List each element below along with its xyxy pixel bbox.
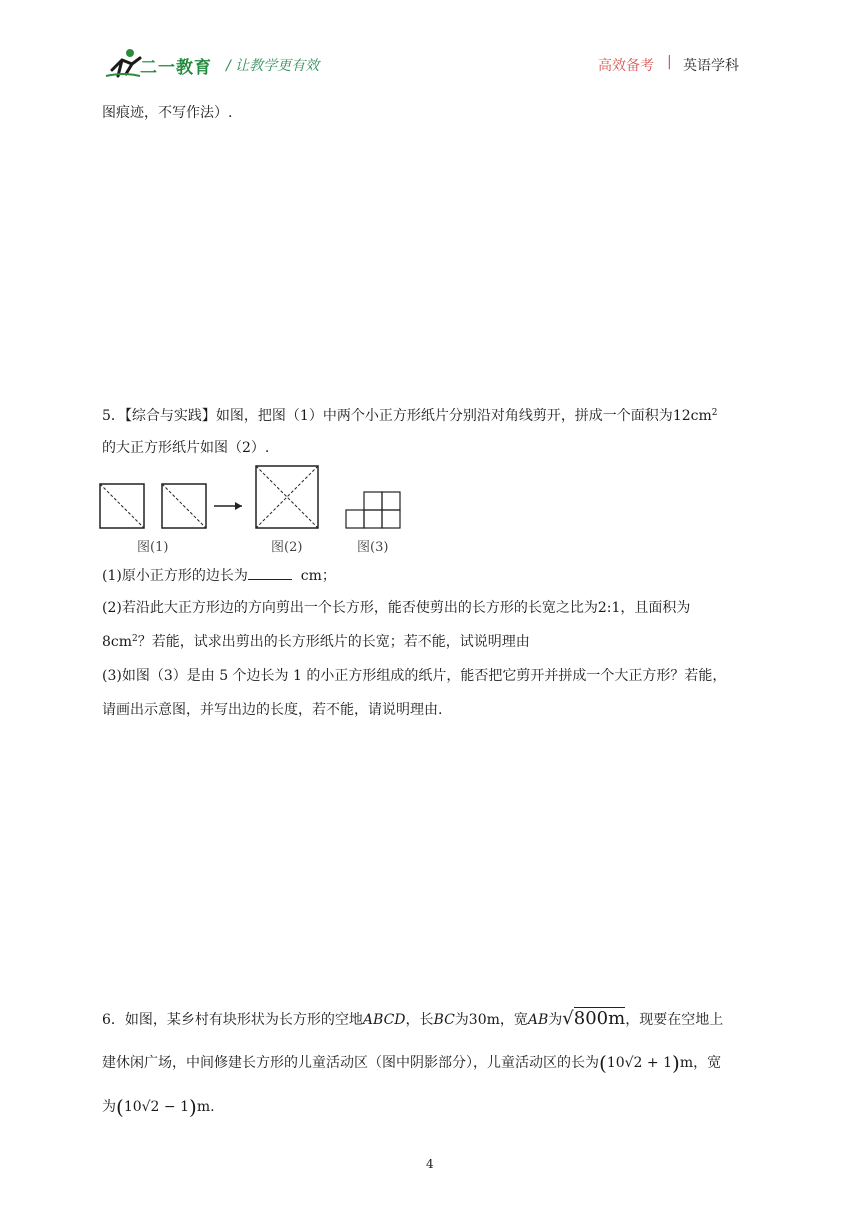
q5-sub3-line-1: (3)如图（3）是由 5 个边长为 1 的小正方形组成的纸片，能否把它剪开并拼成一个大正方形？若能， xyxy=(102,668,727,684)
length-expression: 10√2 + 1 xyxy=(606,1055,672,1071)
q5-line-2: 的大正方形纸片如图（2）. xyxy=(102,440,270,456)
sqrt-expression: √800m xyxy=(562,1008,626,1029)
fig3-caption: 图(3) xyxy=(357,540,389,555)
q5-figures xyxy=(98,464,408,532)
q6-line-1: 6．如图，某乡村有块形状为长方形的空地ABCD，长BC为30m，宽AB为√800m，现要在空地上 xyxy=(102,1008,724,1029)
header-separator: | xyxy=(667,54,672,70)
q6-line-3: 为(10√2 − 1)m. xyxy=(102,1095,215,1119)
q5-line-1: 5．【综合与实践】如图，把图（1）中两个小正方形纸片分别沿对角线剪开，拼成一个面积为$12cm^2$ xyxy=(102,408,718,424)
q5-sub2-line-1: (2)若沿此大正方形边的方向剪出一个长方形，能否使剪出的长方形的长宽之比为2:1，且面积为 xyxy=(102,600,691,616)
fig2-big-square xyxy=(256,466,318,528)
previous-question-tail: 图痕迹，不写作法）. xyxy=(102,105,233,121)
q5-sub1: (1)原小正方形的边长为 cm； xyxy=(102,565,336,586)
width-expression: 10√2 − 1 xyxy=(123,1099,189,1115)
fig3-five-squares xyxy=(346,492,400,528)
fig2-caption: 图(2) xyxy=(271,540,303,555)
answer-blank[interactable] xyxy=(248,565,292,580)
brand-name: 二一教育 xyxy=(140,58,212,78)
q5-sub2-line-2: $8cm^2$？若能，试求出剪出的长方形纸片的长宽；若不能，试说明理由 xyxy=(102,634,530,650)
page-number: 4 xyxy=(426,1157,434,1171)
fig1-caption: 图(1) xyxy=(137,540,169,555)
slogan: / 让教学更有效 xyxy=(226,58,320,74)
header-subject: 英语学科 xyxy=(683,58,739,74)
q5-sub3-line-2: 请画出示意图，并写出边的长度，若不能，请说明理由. xyxy=(102,702,443,718)
header-label: 高效备考 xyxy=(598,58,654,74)
q6-line-2: 建休闲广场，中间修建长方形的儿童活动区（图中阴影部分），儿童活动区的长为(10√2 + 1)m，宽 xyxy=(102,1051,722,1075)
